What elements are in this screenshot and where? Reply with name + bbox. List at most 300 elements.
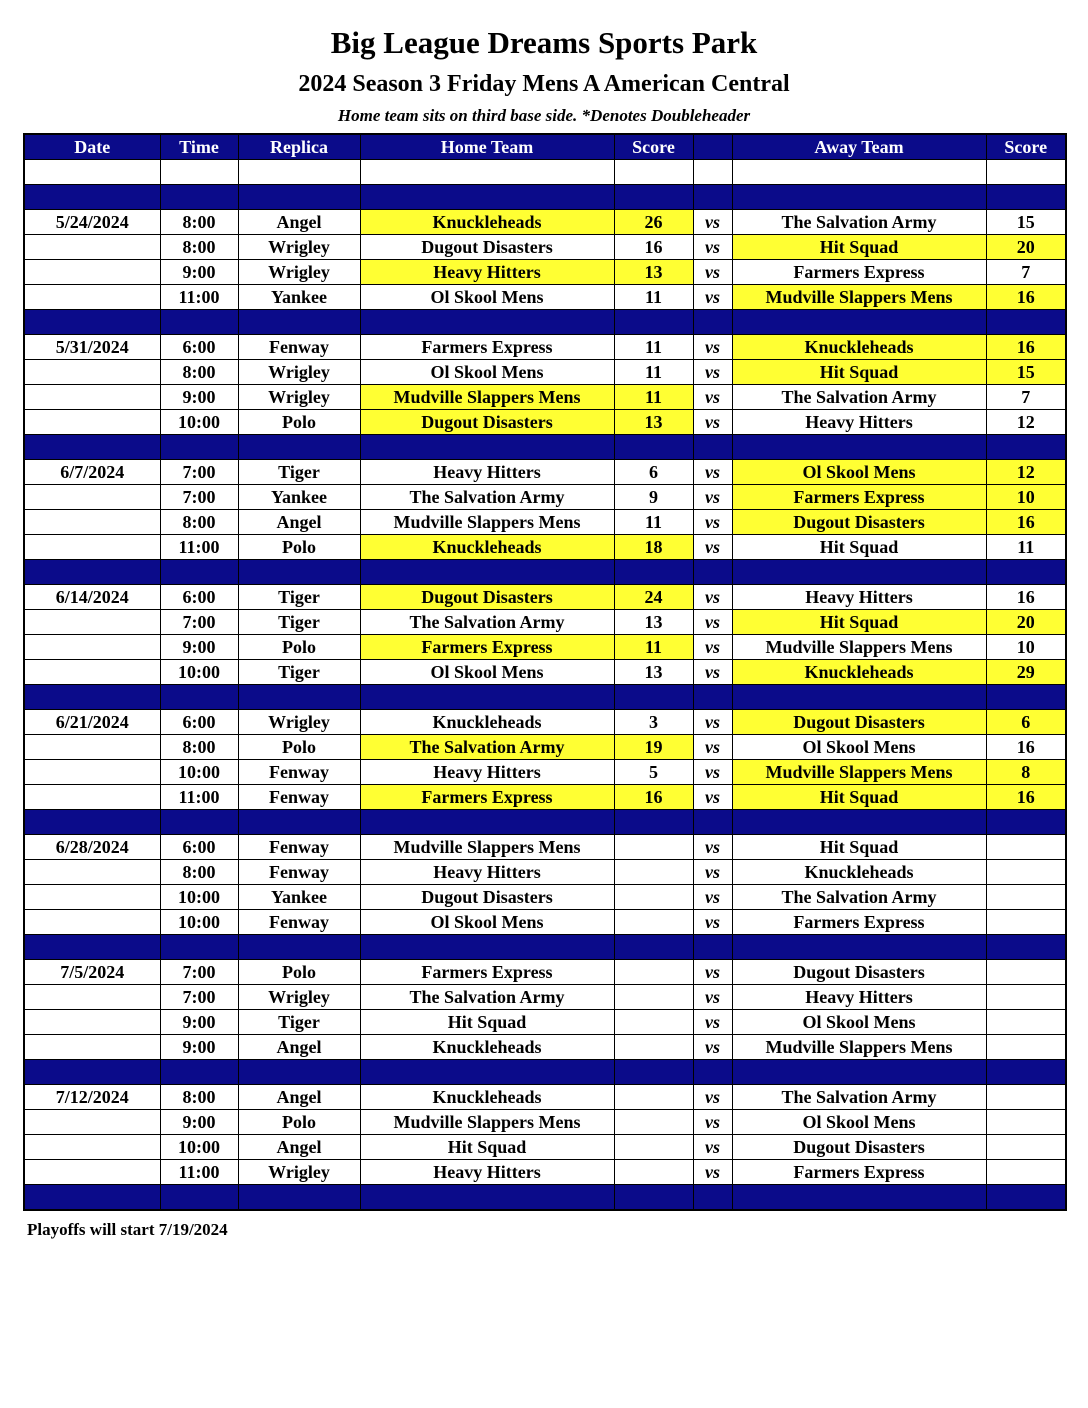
game-time: 11:00 [160, 285, 238, 310]
away-team: Heavy Hitters [732, 585, 986, 610]
col-header-replica: Replica [238, 134, 360, 160]
home-team: Mudville Slappers Mens [360, 835, 614, 860]
home-score [614, 885, 693, 910]
away-team: Mudville Slappers Mens [732, 285, 986, 310]
game-date [24, 760, 160, 785]
away-score: 15 [986, 210, 1066, 235]
away-score [986, 1135, 1066, 1160]
game-row [24, 410, 1066, 435]
playoffs-note: Playoffs will start 7/19/2024 [27, 1220, 228, 1239]
game-date: 7/12/2024 [24, 1085, 160, 1110]
home-score: 11 [614, 360, 693, 385]
home-team: Heavy Hitters [360, 460, 614, 485]
away-team: Hit Squad [732, 785, 986, 810]
week-separator-row [24, 1060, 1066, 1085]
game-row [24, 535, 1066, 560]
home-team: Hit Squad [360, 1135, 614, 1160]
game-row [24, 735, 1066, 760]
game-time: 8:00 [160, 510, 238, 535]
vs-label: vs [693, 735, 732, 760]
home-score: 13 [614, 260, 693, 285]
vs-label: vs [693, 335, 732, 360]
away-score: 20 [986, 610, 1066, 635]
home-team: Ol Skool Mens [360, 910, 614, 935]
game-row [24, 260, 1066, 285]
col-header-away-score: Score [986, 134, 1066, 160]
week-separator-row [24, 185, 1066, 210]
vs-label: vs [693, 1085, 732, 1110]
home-team: Farmers Express [360, 960, 614, 985]
game-date [24, 360, 160, 385]
game-time: 8:00 [160, 360, 238, 385]
game-row [24, 1035, 1066, 1060]
game-row [24, 860, 1066, 885]
game-date [24, 860, 160, 885]
game-time: 10:00 [160, 760, 238, 785]
game-replica-field: Wrigley [238, 235, 360, 260]
blank-row [24, 160, 1066, 185]
away-team: Hit Squad [732, 360, 986, 385]
game-date [24, 260, 160, 285]
game-row [24, 835, 1066, 860]
home-team: The Salvation Army [360, 985, 614, 1010]
game-row [24, 660, 1066, 685]
home-team: Farmers Express [360, 335, 614, 360]
game-row [24, 335, 1066, 360]
vs-label: vs [693, 235, 732, 260]
home-team: Ol Skool Mens [360, 660, 614, 685]
game-replica-field: Fenway [238, 910, 360, 935]
game-replica-field: Wrigley [238, 985, 360, 1010]
home-team: Knuckleheads [360, 710, 614, 735]
away-team: Dugout Disasters [732, 1135, 986, 1160]
game-row [24, 910, 1066, 935]
vs-label: vs [693, 910, 732, 935]
vs-label: vs [693, 1035, 732, 1060]
game-time: 8:00 [160, 210, 238, 235]
vs-label: vs [693, 510, 732, 535]
vs-label: vs [693, 1135, 732, 1160]
game-time: 9:00 [160, 1110, 238, 1135]
away-score: 15 [986, 360, 1066, 385]
away-team: Dugout Disasters [732, 710, 986, 735]
game-row [24, 1010, 1066, 1035]
home-team: Knuckleheads [360, 535, 614, 560]
home-score [614, 835, 693, 860]
week-separator-row [24, 560, 1066, 585]
game-row [24, 510, 1066, 535]
vs-label: vs [693, 485, 732, 510]
home-team: Ol Skool Mens [360, 285, 614, 310]
home-score [614, 1110, 693, 1135]
game-replica-field: Yankee [238, 885, 360, 910]
game-date [24, 610, 160, 635]
home-team: Dugout Disasters [360, 885, 614, 910]
vs-label: vs [693, 260, 732, 285]
home-team: Mudville Slappers Mens [360, 1110, 614, 1135]
away-score: 16 [986, 285, 1066, 310]
game-date: 6/7/2024 [24, 460, 160, 485]
game-replica-field: Polo [238, 1110, 360, 1135]
vs-label: vs [693, 385, 732, 410]
game-date [24, 535, 160, 560]
game-replica-field: Tiger [238, 660, 360, 685]
game-time: 11:00 [160, 785, 238, 810]
home-score [614, 1010, 693, 1035]
vs-label: vs [693, 960, 732, 985]
away-score: 7 [986, 260, 1066, 285]
away-team: The Salvation Army [732, 385, 986, 410]
game-replica-field: Wrigley [238, 710, 360, 735]
vs-label: vs [693, 360, 732, 385]
vs-label: vs [693, 585, 732, 610]
home-score [614, 860, 693, 885]
game-time: 6:00 [160, 335, 238, 360]
home-score [614, 1085, 693, 1110]
game-replica-field: Polo [238, 735, 360, 760]
vs-label: vs [693, 835, 732, 860]
home-team: Ol Skool Mens [360, 360, 614, 385]
game-replica-field: Fenway [238, 785, 360, 810]
away-score: 6 [986, 710, 1066, 735]
col-header-time: Time [160, 134, 238, 160]
game-row [24, 885, 1066, 910]
game-row [24, 360, 1066, 385]
game-time: 8:00 [160, 1085, 238, 1110]
game-date: 5/24/2024 [24, 210, 160, 235]
game-time: 8:00 [160, 860, 238, 885]
away-score [986, 885, 1066, 910]
game-date [24, 1110, 160, 1135]
game-replica-field: Tiger [238, 610, 360, 635]
away-team: Farmers Express [732, 260, 986, 285]
away-score [986, 1110, 1066, 1135]
home-score [614, 910, 693, 935]
game-date: 6/21/2024 [24, 710, 160, 735]
game-row [24, 1135, 1066, 1160]
game-row [24, 1110, 1066, 1135]
away-team: Knuckleheads [732, 335, 986, 360]
game-time: 9:00 [160, 1035, 238, 1060]
home-team: Heavy Hitters [360, 260, 614, 285]
away-score: 10 [986, 635, 1066, 660]
away-team: Heavy Hitters [732, 410, 986, 435]
home-score: 11 [614, 635, 693, 660]
vs-label: vs [693, 660, 732, 685]
game-date [24, 1160, 160, 1185]
away-team: Farmers Express [732, 485, 986, 510]
away-score [986, 1035, 1066, 1060]
home-score: 19 [614, 735, 693, 760]
away-score [986, 1010, 1066, 1035]
home-team: Dugout Disasters [360, 585, 614, 610]
home-score: 5 [614, 760, 693, 785]
home-team: Heavy Hitters [360, 1160, 614, 1185]
game-replica-field: Tiger [238, 460, 360, 485]
vs-label: vs [693, 860, 732, 885]
away-team: Ol Skool Mens [732, 1010, 986, 1035]
home-score [614, 1035, 693, 1060]
game-replica-field: Fenway [238, 760, 360, 785]
away-score: 29 [986, 660, 1066, 685]
game-row [24, 760, 1066, 785]
game-date [24, 635, 160, 660]
header-row [24, 134, 1066, 160]
game-date [24, 510, 160, 535]
away-score: 16 [986, 335, 1066, 360]
game-date [24, 785, 160, 810]
game-date [24, 1010, 160, 1035]
vs-label: vs [693, 985, 732, 1010]
away-score [986, 985, 1066, 1010]
home-score: 6 [614, 460, 693, 485]
home-score: 24 [614, 585, 693, 610]
game-time: 11:00 [160, 1160, 238, 1185]
away-score: 10 [986, 485, 1066, 510]
game-replica-field: Wrigley [238, 1160, 360, 1185]
away-team: Knuckleheads [732, 860, 986, 885]
game-date [24, 910, 160, 935]
home-team: Knuckleheads [360, 1085, 614, 1110]
game-row [24, 635, 1066, 660]
game-time: 10:00 [160, 885, 238, 910]
home-team: Farmers Express [360, 635, 614, 660]
vs-label: vs [693, 760, 732, 785]
game-row [24, 710, 1066, 735]
away-team: Ol Skool Mens [732, 460, 986, 485]
game-time: 7:00 [160, 985, 238, 1010]
game-time: 8:00 [160, 735, 238, 760]
away-team: Hit Squad [732, 535, 986, 560]
away-score: 8 [986, 760, 1066, 785]
game-date [24, 1135, 160, 1160]
col-header-home-score: Score [614, 134, 693, 160]
week-separator-row [24, 1185, 1066, 1211]
game-date [24, 410, 160, 435]
game-row [24, 785, 1066, 810]
game-date [24, 485, 160, 510]
vs-label: vs [693, 610, 732, 635]
vs-label: vs [693, 1160, 732, 1185]
away-team: Hit Squad [732, 235, 986, 260]
home-team: The Salvation Army [360, 610, 614, 635]
vs-label: vs [693, 710, 732, 735]
away-team: Heavy Hitters [732, 985, 986, 1010]
game-row [24, 985, 1066, 1010]
game-row [24, 385, 1066, 410]
vs-label: vs [693, 635, 732, 660]
home-score [614, 1160, 693, 1185]
game-date [24, 285, 160, 310]
game-row [24, 210, 1066, 235]
game-time: 7:00 [160, 960, 238, 985]
away-team: Mudville Slappers Mens [732, 760, 986, 785]
game-replica-field: Angel [238, 210, 360, 235]
game-row [24, 1160, 1066, 1185]
game-row [24, 585, 1066, 610]
game-time: 6:00 [160, 710, 238, 735]
away-score [986, 960, 1066, 985]
vs-label: vs [693, 210, 732, 235]
game-time: 7:00 [160, 610, 238, 635]
game-row [24, 460, 1066, 485]
game-date: 7/5/2024 [24, 960, 160, 985]
game-replica-field: Tiger [238, 585, 360, 610]
home-score: 11 [614, 285, 693, 310]
away-score: 16 [986, 785, 1066, 810]
game-time: 10:00 [160, 1135, 238, 1160]
vs-label: vs [693, 785, 732, 810]
week-separator-row [24, 935, 1066, 960]
home-team: The Salvation Army [360, 485, 614, 510]
away-team: Mudville Slappers Mens [732, 635, 986, 660]
away-score: 20 [986, 235, 1066, 260]
game-replica-field: Polo [238, 960, 360, 985]
away-score: 16 [986, 585, 1066, 610]
game-date [24, 385, 160, 410]
away-team: The Salvation Army [732, 1085, 986, 1110]
schedule-body [24, 160, 1066, 1211]
home-team: Hit Squad [360, 1010, 614, 1035]
away-score: 7 [986, 385, 1066, 410]
game-date: 6/14/2024 [24, 585, 160, 610]
game-time: 7:00 [160, 485, 238, 510]
game-row [24, 285, 1066, 310]
game-replica-field: Angel [238, 1135, 360, 1160]
away-team: The Salvation Army [732, 885, 986, 910]
game-replica-field: Wrigley [238, 385, 360, 410]
away-team: Dugout Disasters [732, 960, 986, 985]
col-header-vs [693, 134, 732, 160]
home-team: Dugout Disasters [360, 410, 614, 435]
home-score: 13 [614, 610, 693, 635]
game-date [24, 985, 160, 1010]
game-time: 7:00 [160, 460, 238, 485]
home-score [614, 1135, 693, 1160]
home-score: 13 [614, 410, 693, 435]
vs-label: vs [693, 285, 732, 310]
away-score: 12 [986, 460, 1066, 485]
vs-label: vs [693, 410, 732, 435]
game-date [24, 885, 160, 910]
col-header-home-team: Home Team [360, 134, 614, 160]
week-separator-row [24, 435, 1066, 460]
game-time: 10:00 [160, 410, 238, 435]
away-team: Ol Skool Mens [732, 735, 986, 760]
game-time: 9:00 [160, 1010, 238, 1035]
game-replica-field: Yankee [238, 485, 360, 510]
col-header-away-team: Away Team [732, 134, 986, 160]
away-score [986, 1160, 1066, 1185]
away-score: 16 [986, 735, 1066, 760]
week-separator-row [24, 310, 1066, 335]
game-row [24, 1085, 1066, 1110]
game-replica-field: Polo [238, 535, 360, 560]
game-replica-field: Tiger [238, 1010, 360, 1035]
home-score [614, 985, 693, 1010]
game-time: 6:00 [160, 835, 238, 860]
game-row [24, 610, 1066, 635]
away-team: Ol Skool Mens [732, 1110, 986, 1135]
home-score: 16 [614, 785, 693, 810]
game-date [24, 235, 160, 260]
home-score [614, 960, 693, 985]
game-replica-field: Wrigley [238, 260, 360, 285]
home-score: 26 [614, 210, 693, 235]
game-replica-field: Angel [238, 1035, 360, 1060]
game-replica-field: Polo [238, 410, 360, 435]
home-score: 11 [614, 510, 693, 535]
game-row [24, 485, 1066, 510]
away-score [986, 910, 1066, 935]
game-replica-field: Fenway [238, 335, 360, 360]
away-team: Farmers Express [732, 910, 986, 935]
game-date [24, 1035, 160, 1060]
week-separator-row [24, 685, 1066, 710]
home-team: Farmers Express [360, 785, 614, 810]
away-score: 16 [986, 510, 1066, 535]
game-replica-field: Yankee [238, 285, 360, 310]
week-separator-row [24, 810, 1066, 835]
game-date: 6/28/2024 [24, 835, 160, 860]
game-time: 6:00 [160, 585, 238, 610]
vs-label: vs [693, 885, 732, 910]
game-date [24, 735, 160, 760]
vs-label: vs [693, 1010, 732, 1035]
game-replica-field: Angel [238, 1085, 360, 1110]
page-subtitle: 2024 Season 3 Friday Mens A American Central [298, 71, 790, 97]
vs-label: vs [693, 460, 732, 485]
col-header-date: Date [24, 134, 160, 160]
away-score [986, 1085, 1066, 1110]
away-score [986, 835, 1066, 860]
away-team: Hit Squad [732, 610, 986, 635]
home-score: 16 [614, 235, 693, 260]
home-score: 18 [614, 535, 693, 560]
away-team: Dugout Disasters [732, 510, 986, 535]
home-team: Dugout Disasters [360, 235, 614, 260]
game-date [24, 660, 160, 685]
game-replica-field: Fenway [238, 835, 360, 860]
home-team: Mudville Slappers Mens [360, 510, 614, 535]
game-time: 8:00 [160, 235, 238, 260]
game-replica-field: Wrigley [238, 360, 360, 385]
game-replica-field: Angel [238, 510, 360, 535]
vs-label: vs [693, 1110, 732, 1135]
game-time: 11:00 [160, 535, 238, 560]
home-team: Heavy Hitters [360, 760, 614, 785]
away-team: Farmers Express [732, 1160, 986, 1185]
game-time: 10:00 [160, 910, 238, 935]
away-team: Mudville Slappers Mens [732, 1035, 986, 1060]
away-score [986, 860, 1066, 885]
home-score: 9 [614, 485, 693, 510]
game-replica-field: Polo [238, 635, 360, 660]
game-replica-field: Fenway [238, 860, 360, 885]
game-time: 10:00 [160, 660, 238, 685]
home-team: Heavy Hitters [360, 860, 614, 885]
game-date: 5/31/2024 [24, 335, 160, 360]
home-score: 11 [614, 335, 693, 360]
game-row [24, 960, 1066, 985]
home-team: Knuckleheads [360, 210, 614, 235]
home-score: 11 [614, 385, 693, 410]
away-team: Knuckleheads [732, 660, 986, 685]
game-time: 9:00 [160, 260, 238, 285]
home-team: Knuckleheads [360, 1035, 614, 1060]
game-row [24, 235, 1066, 260]
home-score: 13 [614, 660, 693, 685]
